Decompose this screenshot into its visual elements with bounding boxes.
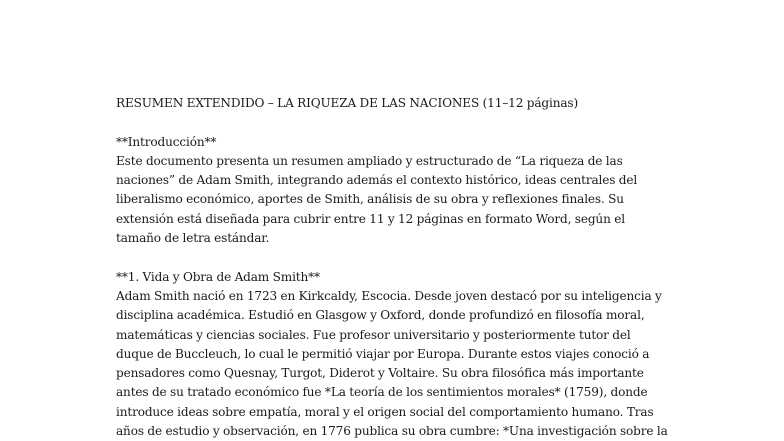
section1-heading: **1. Vida y Obra de Adam Smith** xyxy=(116,269,320,284)
intro-line: liberalismo económico, aportes de Smith, análisis de su obra y reflexiones finales. Su xyxy=(116,192,624,207)
blank-line xyxy=(116,113,676,132)
section1-line: antes de su tratado económico fue *La teoría de los sentimientos morales* (1759), donde xyxy=(116,385,648,400)
section1-line: disciplina académica. Estudió en Glasgow y Oxford, donde profundizó en filosofía moral, xyxy=(116,308,645,323)
intro-heading: **Introducción** xyxy=(116,134,217,149)
intro-line: Este documento presenta un resumen ampliado y estructurado de “La riqueza de las xyxy=(116,153,623,168)
section1-line: años de estudio y observación, en 1776 publica su obra cumbre: *Una investigación sobre la xyxy=(116,424,668,439)
section1-line: pensadores como Quesnay, Turgot, Diderot y Voltaire. Su obra filosófica más importante xyxy=(116,366,644,381)
document-body xyxy=(116,94,676,441)
blank-line xyxy=(116,248,676,267)
intro-line: tamaño de letra estándar. xyxy=(116,231,270,246)
intro-line: naciones” de Adam Smith, integrando además el contexto histórico, ideas centrales del xyxy=(116,173,638,188)
section1-line: matemáticas y ciencias sociales. Fue profesor universitario y posteriormente tutor del xyxy=(116,327,631,342)
section1-line: Adam Smith nació en 1723 en Kirkcaldy, Escocia. Desde joven destacó por su inteligencia y xyxy=(116,288,662,303)
section1-line: introduce ideas sobre empatía, moral y el origen social del comportamiento humano. Tras xyxy=(116,404,654,419)
document-title: RESUMEN EXTENDIDO – LA RIQUEZA DE LAS NACIONES (11–12 páginas) xyxy=(116,96,579,110)
intro-line: extensión está diseñada para cubrir entre 11 y 12 páginas en formato Word, según el xyxy=(116,211,625,226)
section1-line: duque de Buccleuch, lo cual le permitió viajar por Europa. Durante estos viajes conoció a xyxy=(116,346,650,361)
